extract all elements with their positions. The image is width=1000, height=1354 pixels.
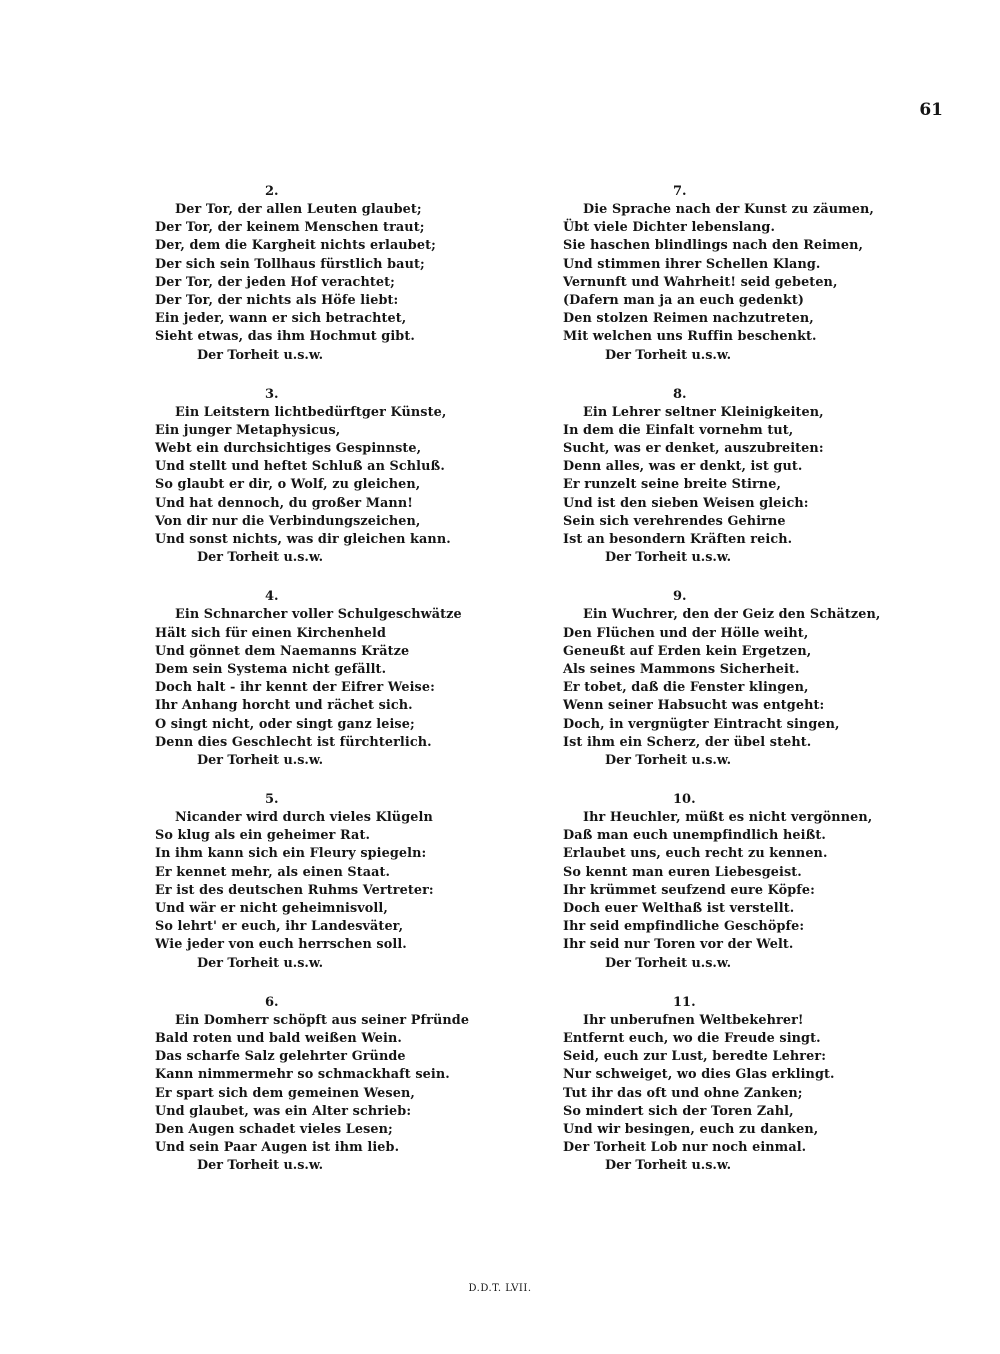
verse-line: Und hat dennoch, du großer Mann!: [155, 495, 413, 511]
stanza-number: 3.: [265, 386, 279, 402]
verse-line: Und sein Paar Augen ist ihm lieb.: [155, 1140, 400, 1156]
verse-line: Doch, in vergnügter Eintracht singen,: [563, 716, 840, 732]
verse-line: Ein Wuchrer, den der Geiz den Schätzen,: [583, 607, 881, 623]
verse-line: Denn alles, was er denkt, ist gut.: [563, 459, 803, 475]
verse-line: Den Augen schadet vieles Lesen;: [155, 1121, 393, 1137]
stanza-number: 4.: [265, 589, 279, 605]
verse-line: Der Tor, der allen Leuten glaubet;: [175, 202, 422, 217]
verse-line: (Dafern man ja an euch gedenkt): [563, 292, 805, 308]
verse-line: Erlaubet uns, euch recht zu kennen.: [563, 846, 828, 862]
refrain-line: Der Torheit u.s.w.: [197, 550, 324, 566]
verse-line: Übt viele Dichter lebenslang.: [563, 220, 776, 236]
verse-line: Und ist den sieben Weisen gleich:: [563, 495, 809, 511]
refrain-line: Der Torheit u.s.w.: [197, 1158, 324, 1174]
refrain-line: Der Torheit u.s.w.: [197, 955, 324, 971]
verse-line: Der, dem die Kargheit nichts erlaubet;: [155, 238, 436, 254]
stanza: [155, 588, 462, 770]
stanza: [155, 791, 455, 973]
verse-line: Wie jeder von euch herrschen soll.: [155, 937, 407, 953]
verse-line: Er ist des deutschen Ruhms Vertreter:: [155, 882, 434, 898]
verse-line: Als seines Mammons Sicherheit.: [563, 661, 800, 677]
refrain-line: Der Torheit u.s.w.: [605, 752, 732, 768]
verse-line: Der sich sein Tollhaus fürstlich baut;: [155, 256, 425, 272]
verse-line: Den Flüchen und der Hölle weiht,: [563, 625, 809, 641]
verse-line: In dem die Einfalt vornehm tut,: [563, 422, 794, 438]
stanza: [563, 183, 874, 365]
verse-line: Sie haschen blindlings nach den Reimen,: [563, 238, 864, 254]
stanza-number: 7.: [673, 184, 687, 199]
right-column: [563, 183, 881, 1196]
verse-line: Vernunft und Wahrheit! seid gebeten,: [563, 274, 838, 290]
verse-line: Entfernt euch, wo die Freude singt.: [563, 1030, 821, 1046]
verse-line: So glaubt er dir, o Wolf, zu gleichen,: [155, 477, 421, 493]
verse-line: In ihm kann sich ein Fleury spiegeln:: [155, 846, 427, 862]
stanza: [563, 791, 873, 973]
verse-line: Und glaubet, was ein Alter schrieb:: [155, 1103, 412, 1119]
verse-line: Kann nimmermehr so schmackhaft sein.: [155, 1067, 450, 1083]
verse-line: So mindert sich der Toren Zahl,: [563, 1103, 794, 1119]
verse-line: Doch halt - ihr kennt der Eifrer Weise:: [155, 680, 435, 696]
verse-line: Ihr krümmet seufzend eure Köpfe:: [563, 882, 815, 898]
verse-line: Seid, euch zur Lust, beredte Lehrer:: [563, 1049, 827, 1065]
stanza-number: 2.: [265, 184, 279, 199]
stanza: [563, 386, 863, 568]
refrain-line: Der Torheit u.s.w.: [605, 955, 732, 971]
verse-line: Die Sprache nach der Kunst zu zäumen,: [583, 202, 874, 217]
verse-line: Das scharfe Salz gelehrter Gründe: [155, 1049, 406, 1065]
stanza-number: 8.: [673, 386, 687, 402]
verse-line: Webt ein durchsichtiges Gespinnste,: [155, 441, 422, 457]
verse-line: Nur schweiget, wo dies Glas erklingt.: [563, 1067, 835, 1083]
stanza: [155, 183, 455, 365]
stanza-number: 5.: [265, 792, 279, 808]
verse-line: Der Tor, der nichts als Höfe liebt:: [155, 292, 399, 308]
stanza-number: 11.: [673, 994, 696, 1010]
verse-line: Er runzelt seine breite Stirne,: [563, 477, 782, 493]
stanza: [155, 386, 455, 568]
verse-line: Er spart sich dem gemeinen Wesen,: [155, 1085, 415, 1101]
verse-line: Daß man euch unempfindlich heißt.: [563, 828, 826, 844]
verse-line: Er kennet mehr, als einen Staat.: [155, 864, 391, 880]
refrain-line: Der Torheit u.s.w.: [197, 347, 324, 363]
verse-line: Sieht etwas, das ihm Hochmut gibt.: [155, 329, 415, 345]
verse-line: Ein junger Metaphysicus,: [155, 422, 341, 438]
verse-line: Dem sein Systema nicht gefällt.: [155, 661, 387, 677]
verse-line: Und stellt und heftet Schluß an Schluß.: [155, 459, 445, 475]
verse-line: Ein Leitstern lichtbedürftger Künste,: [175, 404, 447, 420]
refrain-line: Der Torheit u.s.w.: [605, 347, 732, 363]
verse-line: Und gönnet dem Naemanns Krätze: [155, 643, 410, 659]
verse-line: Tut ihr das oft und ohne Zanken;: [563, 1085, 803, 1101]
refrain-line: Der Torheit u.s.w.: [197, 752, 324, 768]
verse-line: So klug als ein geheimer Rat.: [155, 828, 371, 844]
verse-line: Der Tor, der keinem Menschen traut;: [155, 220, 425, 236]
verse-line: Sein sich verehrendes Gehirne: [563, 513, 786, 529]
verse-line: Ist ihm ein Scherz, der übel steht.: [563, 734, 812, 750]
verse-line: Ihr Heuchler, müßt es nicht vergönnen,: [583, 810, 873, 826]
stanza: [155, 994, 470, 1176]
verse-line: Doch euer Welthaß ist verstellt.: [563, 901, 795, 916]
refrain-line: Der Torheit u.s.w.: [605, 1158, 732, 1174]
stanza-number: 10.: [673, 792, 696, 808]
verse-line: Ein Lehrer seltner Kleinigkeiten,: [583, 404, 824, 420]
verse-line: Und sonst nichts, was dir gleichen kann.: [155, 532, 451, 547]
verse-line: Ihr Anhang horcht und rächet sich.: [155, 698, 413, 714]
verse-line: Ein jeder, wann er sich betrachtet,: [155, 311, 407, 327]
verse-line: So lehrt' er euch, ihr Landesväter,: [155, 919, 404, 935]
verse-line: Und stimmen ihrer Schellen Klang.: [563, 256, 821, 272]
verse-line: Hält sich für einen Kirchenheld: [155, 625, 387, 641]
verse-line: Sucht, was er denket, auszubreiten:: [563, 441, 824, 457]
page-footer: D.D.T. LVII.: [468, 1283, 532, 1294]
verse-line: Der Torheit Lob nur noch einmal.: [563, 1140, 807, 1156]
stanza: [563, 994, 863, 1176]
stanza-number: 9.: [673, 589, 687, 605]
verse-line: Er tobet, daß die Fenster klingen,: [563, 680, 809, 696]
verse-line: Wenn seiner Habsucht was entgeht:: [563, 698, 825, 714]
verse-line: Mit welchen uns Ruffin beschenkt.: [563, 329, 817, 345]
verse-line: Denn dies Geschlecht ist fürchterlich.: [155, 734, 432, 750]
stanza: [563, 588, 881, 770]
verse-line: Ihr unberufnen Weltbekehrer!: [583, 1012, 804, 1028]
refrain-line: Der Torheit u.s.w.: [605, 550, 732, 566]
verse-line: O singt nicht, oder singt ganz leise;: [155, 716, 415, 732]
verse-line: Der Tor, der jeden Hof verachtet;: [155, 274, 395, 290]
verse-line: Den stolzen Reimen nachzutreten,: [563, 311, 814, 327]
verse-line: Und wär er nicht geheimnisvoll,: [155, 901, 388, 916]
verse-line: Ist an besondern Kräften reich.: [563, 532, 793, 547]
verse-line: Ihr seid empfindliche Geschöpfe:: [563, 919, 805, 935]
page-number: 61: [919, 100, 943, 120]
verse-line: Und wir besingen, euch zu danken,: [563, 1121, 819, 1137]
verse-line: Geneußt auf Erden kein Ergetzen,: [563, 643, 812, 659]
stanza-number: 6.: [265, 994, 279, 1010]
left-column: [155, 183, 470, 1196]
verse-line: Ein Schnarcher voller Schulgeschwätze: [175, 607, 462, 623]
verse-line: So kennt man euren Liebesgeist.: [563, 864, 802, 880]
verse-line: Nicander wird durch vieles Klügeln: [175, 810, 433, 826]
verse-line: Von dir nur die Verbindungszeichen,: [155, 513, 421, 529]
verse-line: Ein Domherr schöpft aus seiner Pfründe: [175, 1012, 470, 1028]
verse-line: Ihr seid nur Toren vor der Welt.: [563, 937, 794, 953]
verse-line: Bald roten und bald weißen Wein.: [155, 1030, 402, 1046]
